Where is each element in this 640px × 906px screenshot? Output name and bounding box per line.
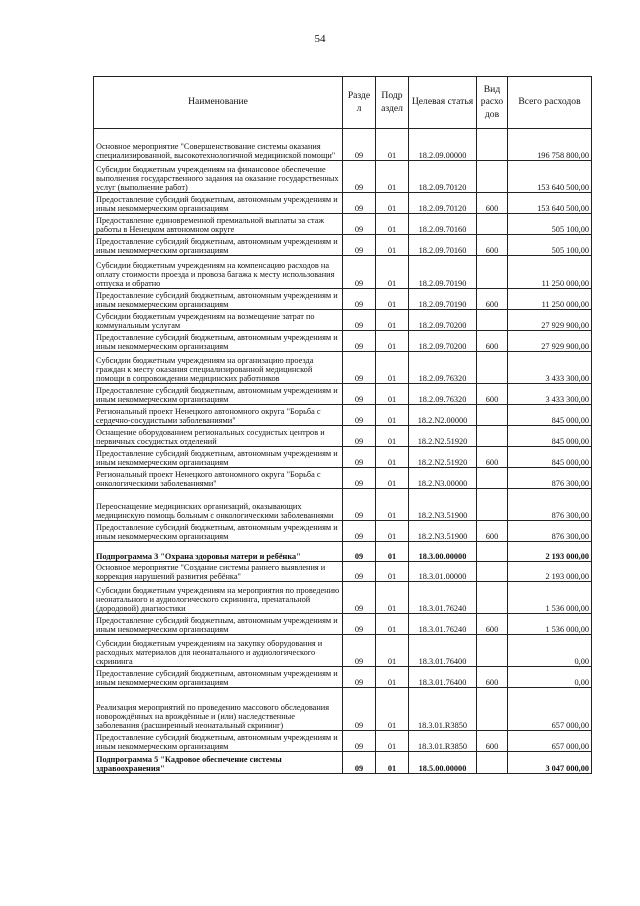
cell-celevaya: 18.3.01.R3850 [409,731,477,752]
cell-name: Предоставление субсидий бюджетным, автономным учреждениям и иным некоммерческим организациям [94,289,343,310]
cell-vid: 600 [477,289,508,310]
cell-razdel: 09 [343,310,376,331]
cell-razdel: 09 [343,542,376,562]
table-row [94,752,592,774]
cell-podrazdel: 01 [376,235,409,256]
cell-vid [477,752,508,774]
table-row [94,521,592,542]
cell-vid: 600 [477,731,508,752]
table-row [94,542,592,562]
cell-name: Предоставление субсидий бюджетным, автономным учреждениям и иным некоммерческим организациям [94,521,343,542]
cell-podrazdel: 01 [376,256,409,289]
cell-celevaya: 18.3.01.76240 [409,582,477,614]
cell-total: 3 047 000,00 [508,752,592,774]
cell-name: Субсидии бюджетным учреждениям на компенсацию расходов на оплату стоимости проезда и провоза багажа к месту использования отпуска и обратно [94,256,343,289]
cell-podrazdel: 01 [376,731,409,752]
cell-total: 0,00 [508,667,592,688]
cell-vid [477,405,508,426]
cell-total: 2 193 000,00 [508,562,592,582]
cell-razdel: 09 [343,447,376,468]
cell-total: 196 758 800,00 [508,129,592,161]
cell-razdel: 09 [343,468,376,489]
cell-podrazdel: 01 [376,352,409,384]
cell-vid [477,489,508,521]
cell-vid [477,542,508,562]
column-header-vid: Вид расхо дов [477,77,508,129]
table-row [94,235,592,256]
cell-vid [477,426,508,447]
cell-vid [477,635,508,667]
cell-razdel: 09 [343,193,376,214]
cell-celevaya: 18.2.N3.00000 [409,468,477,489]
cell-podrazdel: 01 [376,193,409,214]
cell-podrazdel: 01 [376,688,409,731]
cell-podrazdel: 01 [376,468,409,489]
cell-vid: 600 [477,193,508,214]
cell-celevaya: 18.2.09.70120 [409,161,477,193]
cell-vid [477,214,508,235]
cell-vid [477,352,508,384]
cell-podrazdel: 01 [376,582,409,614]
cell-celevaya: 18.2.N2.00000 [409,405,477,426]
cell-name: Реализация мероприятий по проведению массового обследования новорождённых на врождённые и (или) наследственные заболевания (расширенный неонатальный скрининг) [94,688,343,731]
cell-podrazdel: 01 [376,289,409,310]
cell-total: 1 536 000,00 [508,582,592,614]
cell-celevaya: 18.3.00.00000 [409,542,477,562]
cell-celevaya: 18.2.09.70200 [409,331,477,352]
cell-razdel: 09 [343,562,376,582]
cell-celevaya: 18.2.09.70190 [409,256,477,289]
cell-podrazdel: 01 [376,562,409,582]
cell-razdel: 09 [343,352,376,384]
cell-name: Переоснащение медицинских организаций, оказывающих медицинскую помощь больным с онкологическими заболеваниями [94,489,343,521]
cell-name: Предоставление субсидий бюджетным, автономным учреждениям и иным некоммерческим организациям [94,614,343,635]
cell-total: 845 000,00 [508,405,592,426]
cell-celevaya: 18.2.09.70190 [409,289,477,310]
cell-total: 505 100,00 [508,214,592,235]
cell-name: Подпрограмма 3 "Охрана здоровья матери и ребёнка" [94,542,343,562]
cell-razdel: 09 [343,331,376,352]
cell-total: 505 100,00 [508,235,592,256]
table-row [94,129,592,161]
cell-total: 11 250 000,00 [508,256,592,289]
table-row [94,256,592,289]
table-row [94,582,592,614]
table-row [94,405,592,426]
table-row [94,214,592,235]
cell-celevaya: 18.3.01.76400 [409,635,477,667]
cell-vid [477,129,508,161]
table-row [94,447,592,468]
table-header-row [94,77,592,129]
cell-podrazdel: 01 [376,447,409,468]
cell-razdel: 09 [343,667,376,688]
cell-celevaya: 18.2.09.70160 [409,214,477,235]
cell-total: 153 640 500,00 [508,193,592,214]
cell-total: 876 300,00 [508,489,592,521]
cell-vid [477,468,508,489]
table-row [94,489,592,521]
cell-razdel: 09 [343,635,376,667]
cell-celevaya: 18.2.N3.51900 [409,521,477,542]
cell-name: Основное мероприятие "Совершенствование системы оказания специализированной, высокотехнологичной медицинской помощи" [94,129,343,161]
table-row [94,614,592,635]
cell-total: 0,00 [508,635,592,667]
cell-celevaya: 18.2.09.70200 [409,310,477,331]
cell-celevaya: 18.2.N2.51920 [409,447,477,468]
cell-celevaya: 18.3.01.R3850 [409,688,477,731]
cell-vid [477,310,508,331]
budget-table [93,76,592,774]
cell-podrazdel: 01 [376,214,409,235]
cell-name: Предоставление субсидий бюджетным, автономным учреждениям и иным некоммерческим организациям [94,731,343,752]
cell-name: Предоставление субсидий бюджетным, автономным учреждениям и иным некоммерческим организациям [94,331,343,352]
cell-total: 3 433 300,00 [508,384,592,405]
cell-razdel: 09 [343,256,376,289]
cell-name: Предоставление субсидий бюджетным, автономным учреждениям и иным некоммерческим организациям [94,235,343,256]
cell-podrazdel: 01 [376,310,409,331]
page-number: 54 [314,33,326,45]
table-row [94,426,592,447]
table-row [94,468,592,489]
cell-celevaya: 18.2.N3.51900 [409,489,477,521]
cell-razdel: 09 [343,731,376,752]
cell-vid: 600 [477,331,508,352]
cell-vid [477,562,508,582]
cell-vid: 600 [477,614,508,635]
cell-podrazdel: 01 [376,521,409,542]
cell-razdel: 09 [343,384,376,405]
table-row [94,310,592,331]
cell-celevaya: 18.2.09.00000 [409,129,477,161]
cell-podrazdel: 01 [376,635,409,667]
cell-celevaya: 18.2.09.76320 [409,384,477,405]
cell-razdel: 09 [343,161,376,193]
cell-vid: 600 [477,521,508,542]
cell-razdel: 09 [343,289,376,310]
table-row [94,731,592,752]
column-header-total: Всего расходов [508,77,592,129]
cell-name: Субсидии бюджетным учреждениям на финансовое обеспечение выполнения государственного задания на оказание государственных услуг (выполнение работ) [94,161,343,193]
cell-podrazdel: 01 [376,489,409,521]
table-row [94,193,592,214]
cell-name: Предоставление субсидий бюджетным, автономным учреждениям и иным некоммерческим организациям [94,193,343,214]
cell-razdel: 09 [343,129,376,161]
cell-total: 876 300,00 [508,468,592,489]
cell-name: Субсидии бюджетным учреждениям на возмещение затрат по коммунальным услугам [94,310,343,331]
cell-total: 657 000,00 [508,688,592,731]
cell-total: 2 193 000,00 [508,542,592,562]
column-header-razdel: Разде л [343,77,376,129]
cell-total: 845 000,00 [508,447,592,468]
cell-podrazdel: 01 [376,752,409,774]
cell-razdel: 09 [343,521,376,542]
cell-name: Предоставление субсидий бюджетным, автономным учреждениям и иным некоммерческим организациям [94,384,343,405]
cell-razdel: 09 [343,582,376,614]
table-row [94,667,592,688]
cell-celevaya: 18.2.N2.51920 [409,426,477,447]
cell-vid [477,688,508,731]
table-row [94,331,592,352]
cell-razdel: 09 [343,214,376,235]
cell-total: 876 300,00 [508,521,592,542]
cell-name: Предоставление единовременной премиальной выплаты за стаж работы в Ненецком автономном округе [94,214,343,235]
cell-total: 845 000,00 [508,426,592,447]
cell-razdel: 09 [343,235,376,256]
cell-name: Региональный проект Ненецкого автономного округа "Борьба с сердечно-сосудистыми заболеваниями" [94,405,343,426]
cell-celevaya: 18.3.01.76240 [409,614,477,635]
cell-razdel: 09 [343,752,376,774]
cell-razdel: 09 [343,688,376,731]
cell-total: 657 000,00 [508,731,592,752]
cell-celevaya: 18.2.09.70120 [409,193,477,214]
cell-celevaya: 18.5.00.00000 [409,752,477,774]
cell-total: 3 433 300,00 [508,352,592,384]
table-row [94,289,592,310]
cell-podrazdel: 01 [376,161,409,193]
cell-razdel: 09 [343,614,376,635]
cell-podrazdel: 01 [376,667,409,688]
cell-podrazdel: 01 [376,614,409,635]
cell-name: Подпрограмма 5 "Кадровое обеспечение системы здравоохранения" [94,752,343,774]
cell-celevaya: 18.2.09.70160 [409,235,477,256]
cell-vid: 600 [477,447,508,468]
cell-razdel: 09 [343,426,376,447]
cell-name: Субсидии бюджетным учреждениям на организацию проезда граждан к месту оказания специализированной медицинской помощи в сопровождении медицинских работников [94,352,343,384]
cell-celevaya: 18.3.01.76400 [409,667,477,688]
cell-total: 11 250 000,00 [508,289,592,310]
cell-name: Субсидии бюджетным учреждениям на закупку оборудования и расходных материалов для неонатального и аудиологического скрининга [94,635,343,667]
cell-total: 1 536 000,00 [508,614,592,635]
cell-vid [477,256,508,289]
table-row [94,688,592,731]
cell-vid [477,161,508,193]
cell-name: Субсидии бюджетным учреждениям на мероприятия по проведению неонатального и аудиологического скрининга, пренатальной (дородовой) диагностики [94,582,343,614]
table-row [94,635,592,667]
cell-total: 27 929 900,00 [508,310,592,331]
cell-podrazdel: 01 [376,405,409,426]
cell-podrazdel: 01 [376,426,409,447]
cell-name: Предоставление субсидий бюджетным, автономным учреждениям и иным некоммерческим организациям [94,447,343,468]
cell-vid [477,582,508,614]
cell-name: Региональный проект Ненецкого автономного округа "Борьба с онкологическими заболеваниями" [94,468,343,489]
cell-razdel: 09 [343,405,376,426]
cell-vid: 600 [477,384,508,405]
cell-name: Основное мероприятие "Создание системы раннего выявления и коррекция нарушений развития ребёнка" [94,562,343,582]
cell-podrazdel: 01 [376,129,409,161]
cell-podrazdel: 01 [376,331,409,352]
cell-vid: 600 [477,235,508,256]
cell-podrazdel: 01 [376,384,409,405]
cell-name: Оснащение оборудованием региональных сосудистых центров и первичных сосудистых отделений [94,426,343,447]
table-row [94,352,592,384]
table-row [94,161,592,193]
table-row [94,562,592,582]
column-header-celevaya: Целевая статья [409,77,477,129]
column-header-name: Наименование [94,77,343,129]
cell-name: Предоставление субсидий бюджетным, автономным учреждениям и иным некоммерческим организациям [94,667,343,688]
cell-celevaya: 18.3.01.00000 [409,562,477,582]
cell-total: 153 640 500,00 [508,161,592,193]
column-header-podrazdel: Подр аздел [376,77,409,129]
cell-celevaya: 18.2.09.76320 [409,352,477,384]
cell-podrazdel: 01 [376,542,409,562]
cell-vid: 600 [477,667,508,688]
cell-total: 27 929 900,00 [508,331,592,352]
cell-razdel: 09 [343,489,376,521]
table-row [94,384,592,405]
